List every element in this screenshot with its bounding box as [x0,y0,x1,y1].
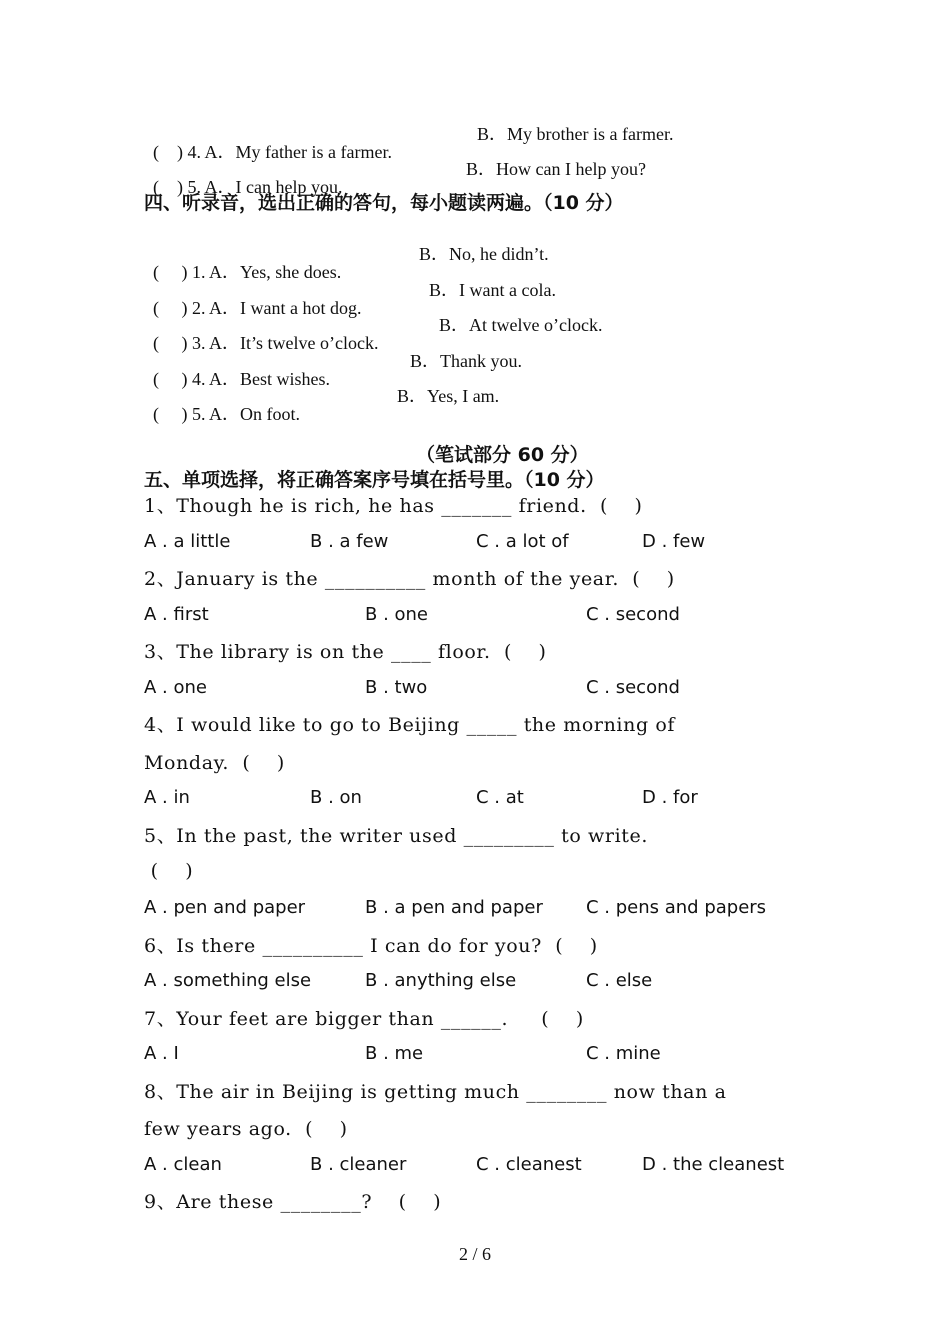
question-8-line-1: 8、The air in Beijing is getting much ________ now than a [144,1081,727,1103]
q1-option-d: D . few [642,531,706,552]
q1-option-c: C . a lot of [476,531,569,552]
option-a: A．I can help you. [204,177,343,197]
option-a: A．It’s twelve o’clock. [209,333,379,353]
option-b: B．How can I help you? [466,159,646,179]
q3-option-c: C . second [586,677,680,698]
q4-option-b: B . on [310,787,362,808]
question-5-line-2: ( ) [144,860,194,882]
q3-option-b: B . two [365,677,428,698]
option-a: A．My father is a farmer. [204,142,392,162]
q7-option-b: B . me [365,1043,424,1064]
question-3: 3、The library is on the ____ floor. ( ) [144,641,547,663]
q8-option-b: B . cleaner [310,1154,407,1175]
option-b: B．Thank you. [410,351,522,371]
q6-option-b: B . anything else [365,970,517,991]
q4-option-c: C . at [476,787,524,808]
item-prefix: ( ) 4. [153,369,206,389]
section4-item-4 [144,352,330,388]
listening-prev-item-5 [144,160,342,196]
q4-option-d: D . for [642,787,698,808]
item-prefix: ( ) 5. [153,404,206,424]
option-a: A．Best wishes. [209,369,331,389]
option-b: B．Yes, I am. [397,386,500,406]
question-7: 7、Your feet are bigger than ______. ( ) [144,1008,584,1030]
q8-option-a: A . clean [144,1154,222,1175]
section5-heading: 五、单项选择，将正确答案序号填在括号里。（10 分） [144,469,605,491]
q5-option-c: C . pens and papers [586,897,767,918]
q5-option-a: A . pen and paper [144,897,306,918]
option-a: A．On foot. [209,404,301,424]
section4-heading: 四、听录音，选出正确的答句，每小题读两遍。（10 分） [144,192,624,214]
q2-option-b: B . one [365,604,429,625]
q7-option-a: A . I [144,1043,179,1064]
listening-prev-item-4 [144,125,392,161]
item-prefix: ( ) 5. [153,177,201,197]
q2-option-c: C . second [586,604,680,625]
item-prefix: ( ) 3. [153,333,206,353]
item-prefix: ( ) 2. [153,298,206,318]
option-a: A．I want a hot dog. [209,298,362,318]
q2-option-a: A . first [144,604,209,625]
q5-option-b: B . a pen and paper [365,897,543,918]
question-9: 9、Are these ________? ( ) [144,1191,442,1213]
option-b: B．No, he didn’t. [419,244,549,264]
q7-option-c: C . mine [586,1043,661,1064]
question-8-line-2: few years ago. ( ) [144,1118,348,1140]
q4-option-a: A . in [144,787,190,808]
q8-option-c: C . cleanest [476,1154,582,1175]
q1-option-b: B . a few [310,531,389,552]
item-prefix: ( ) 1. [153,262,206,282]
page-number: 2 / 6 [458,1244,491,1264]
q1-option-a: A . a little [144,531,231,552]
section4-item-2 [144,281,362,317]
question-6: 6、Is there __________ I can do for you? ( ) [144,935,598,957]
option-b: B．I want a cola. [429,280,556,300]
q8-option-d: D . the cleanest [642,1154,785,1175]
question-5-line-1: 5、In the past, the writer used _________ to write. [144,825,648,847]
written-part-title: （笔试部分 60 分） [416,444,589,466]
question-4-line-1: 4、I would like to go to Beijing _____ the morning of [144,714,676,736]
question-1: 1、Though he is rich, he has _______ friend. ( ) [144,495,643,517]
section4-item-5 [144,387,300,423]
q3-option-a: A . one [144,677,207,698]
q6-option-c: C . else [586,970,653,991]
option-b: B．At twelve o’clock. [439,315,603,335]
option-a: A．Yes, she does. [209,262,342,282]
section4-item-3 [144,316,378,352]
q6-option-a: A . something else [144,970,312,991]
question-2: 2、January is the __________ month of the year. ( ) [144,568,675,590]
item-prefix: ( ) 4. [153,142,201,162]
option-b: B．My brother is a farmer. [477,124,674,144]
question-4-line-2: Monday. ( ) [144,752,285,774]
section4-item-1 [144,245,341,281]
